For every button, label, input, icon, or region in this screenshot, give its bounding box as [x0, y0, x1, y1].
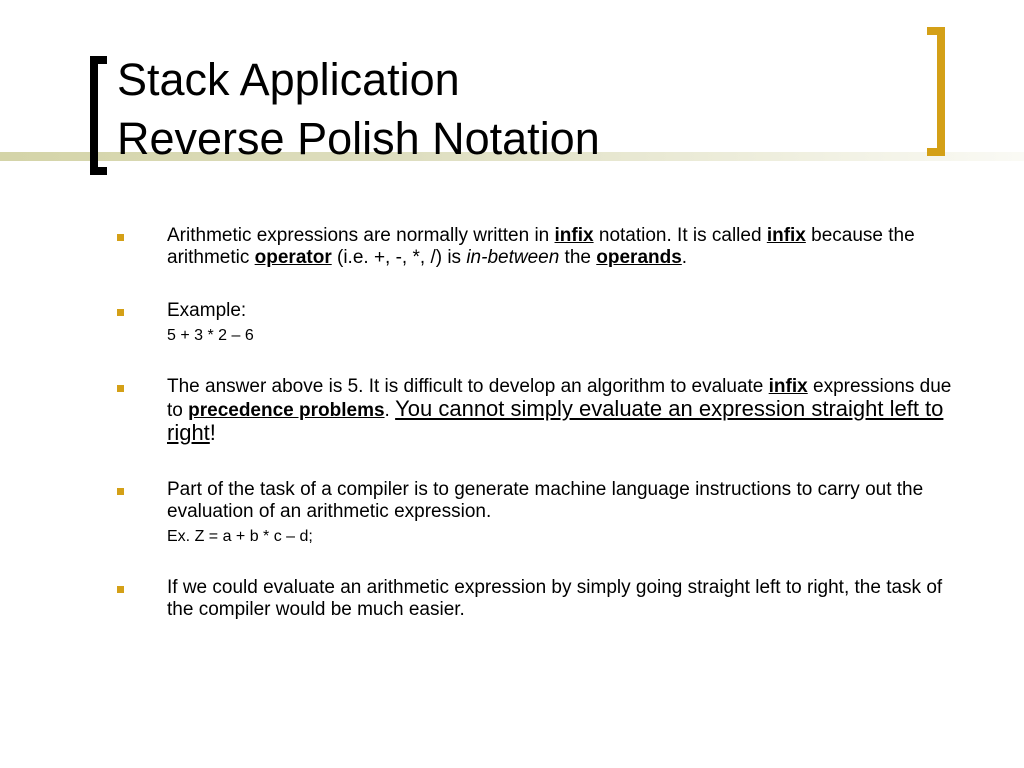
- bullet-text: If we could evaluate an arithmetic expression by simply going straight left to right, the task of the compiler would be much easier.: [167, 577, 943, 620]
- bullet-text: the: [559, 247, 597, 268]
- example-expression: 5 + 3 * 2 – 6: [167, 327, 254, 344]
- bullet-text: Arithmetic expressions are normally written in: [167, 225, 555, 246]
- bullet-text: Example:: [167, 300, 247, 321]
- emphasis-left-to-right: You cannot simply evaluate an expression straight left to right: [167, 396, 944, 445]
- bullet-item-precedence: [117, 376, 957, 446]
- term-precedence-problems: precedence problems: [188, 400, 385, 421]
- bullet-item-infix: [117, 225, 957, 269]
- bullet-list: [117, 225, 957, 621]
- term-operands: operands: [596, 247, 682, 268]
- square-bullet-icon: [117, 385, 124, 392]
- square-bullet-icon: [117, 309, 124, 316]
- bullet-item-example: [117, 300, 957, 322]
- square-bullet-icon: [117, 234, 124, 241]
- square-bullet-icon: [117, 586, 124, 593]
- bullet-text: !: [209, 420, 216, 445]
- right-bracket-decoration: [927, 27, 945, 156]
- slide-title: [117, 50, 600, 168]
- bullet-item-left-to-right: [117, 577, 957, 621]
- bullet-text: expressions due to: [167, 376, 952, 421]
- slide-title-line2: Reverse Polish Notation: [117, 113, 600, 164]
- slide-title-line1: Stack Application: [117, 54, 460, 105]
- term-in-between: in-between: [466, 247, 560, 268]
- term-infix: infix: [554, 225, 594, 246]
- term-infix: infix: [768, 376, 808, 397]
- bullet-text: because the arithmetic: [167, 225, 915, 268]
- square-bullet-icon: [117, 488, 124, 495]
- term-infix: infix: [766, 225, 806, 246]
- left-bracket-decoration: [90, 56, 107, 175]
- term-operator: operator: [254, 247, 332, 268]
- bullet-text: notation. It is called: [593, 225, 767, 246]
- bullet-text: Part of the task of a compiler is to generate machine language instructions to carry out the evaluation of an arithmetic expression.: [167, 479, 924, 522]
- bullet-text: .: [681, 247, 688, 268]
- bullet-text: .: [384, 400, 396, 421]
- bullet-text: (i.e. +, -, *, /) is: [331, 247, 467, 268]
- bullet-text: The answer above is 5. It is difficult to develop an algorithm to evaluate: [167, 376, 769, 397]
- bullet-item-compiler: [117, 479, 957, 523]
- compiler-example: Ex. Z = a + b * c – d;: [167, 528, 313, 545]
